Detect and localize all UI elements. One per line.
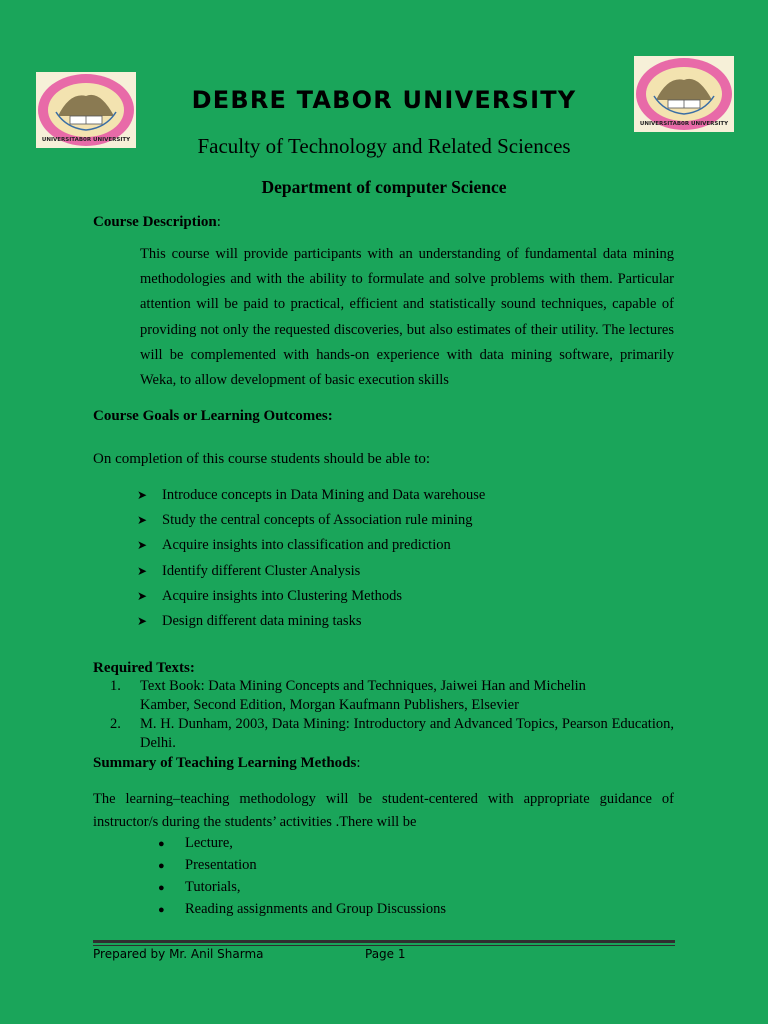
footer-prepared-by: Prepared by Mr. Anil Sharma <box>93 947 264 961</box>
bullet-icon: ● <box>158 838 165 850</box>
goal-text: Design different data mining tasks <box>162 612 362 629</box>
list-number: 1. <box>110 678 121 694</box>
arrow-bullet-icon: ➤ <box>137 538 148 553</box>
arrow-bullet-icon: ➤ <box>137 588 148 603</box>
university-title: DEBRE TABOR UNIVERSITY <box>191 86 577 114</box>
faculty-title: Faculty of Technology and Related Sciences <box>197 134 571 158</box>
required-texts-list <box>93 677 674 753</box>
goal-text: Acquire insights into classification and prediction <box>162 537 451 554</box>
course-description-heading <box>93 214 221 231</box>
course-description-label: Course Description <box>93 214 217 230</box>
arrow-bullet-icon: ➤ <box>137 488 148 502</box>
summary-colon: : <box>356 755 361 771</box>
bullet-icon: ● <box>158 882 165 894</box>
list-item <box>137 584 485 609</box>
svg-text:UNIVERSITAB0R UNIVERSITY: UNIVERSITAB0R UNIVERSITY <box>639 121 729 127</box>
summary-text: The learning–teaching methodology will be student-centered with appropriate guidance of instructor/s during the students’ activities .There will be <box>93 791 674 830</box>
list-item <box>137 609 485 634</box>
list-item <box>158 898 446 920</box>
goal-text: Identify different Cluster Analysis <box>162 562 361 579</box>
method-text: Tutorials, <box>185 879 241 895</box>
reference-text: Text Book: Data Mining Concepts and Techniques, Jaiwei Han and Michelin Kamber, Second Edition, Morgan Kaufmann Publishers, Elsevier <box>140 678 586 713</box>
course-goals-intro: On completion of this course students should be able to: <box>93 451 431 467</box>
footer-divider <box>93 940 675 946</box>
arrow-bullet-icon: ➤ <box>137 613 148 628</box>
footer-page-number: Page 1 <box>365 947 406 961</box>
list-item <box>137 559 485 584</box>
summary-heading <box>93 755 361 772</box>
course-description-text: This course will provide participants with an understanding of fundamental data mining methodologies and with the ability to formulate and solve problems with them. Particular attention will be paid to practical, efficient and statistically sound techniques, capable of providing not only the requested discoveries, but also estimates of their utility. The lectures will be complemented with hands-on experience with data mining software, primarily Weka, to allow development of basic execution skills <box>140 246 674 389</box>
method-text: Reading assignments and Group Discussions <box>185 901 446 917</box>
list-item <box>137 508 485 533</box>
method-text: Presentation <box>185 857 257 873</box>
course-description-colon: : <box>216 214 221 230</box>
list-item <box>137 533 485 558</box>
teaching-methods-list <box>158 832 446 920</box>
university-logo-left <box>36 72 136 148</box>
list-item <box>158 832 446 854</box>
method-text: Lecture, <box>185 835 233 851</box>
required-texts-heading: Required Texts: <box>93 660 195 676</box>
bullet-icon: ● <box>158 904 165 916</box>
goal-text: Acquire insights into Clustering Methods <box>162 587 403 604</box>
list-number: 2. <box>110 716 121 732</box>
arrow-bullet-icon: ➤ <box>137 513 148 528</box>
logo-emblem-icon <box>634 56 734 132</box>
svg-text:UNIVERSITAB0R UNIVERSITY: UNIVERSITAB0R UNIVERSITY <box>41 137 131 143</box>
course-goals-list <box>137 483 485 634</box>
list-item <box>93 677 674 715</box>
reference-text: M. H. Dunham, 2003, Data Mining: Introductory and Advanced Topics, Pearson Education, Delhi. <box>140 716 674 751</box>
goal-text: Introduce concepts in Data Mining and Data warehouse <box>162 487 486 503</box>
course-goals-heading: Course Goals or Learning Outcomes: <box>93 408 333 424</box>
goal-text: Study the central concepts of Association rule mining <box>162 512 473 529</box>
bullet-icon: ● <box>158 860 165 872</box>
logo-emblem-icon <box>36 72 136 148</box>
summary-label: Summary of Teaching Learning Methods <box>93 755 357 771</box>
list-item <box>137 483 485 508</box>
arrow-bullet-icon: ➤ <box>137 563 148 578</box>
list-item <box>158 876 446 898</box>
department-title: Department of computer Science <box>261 177 507 197</box>
list-item <box>158 854 446 876</box>
list-item <box>93 715 674 753</box>
university-logo-right <box>634 56 734 132</box>
